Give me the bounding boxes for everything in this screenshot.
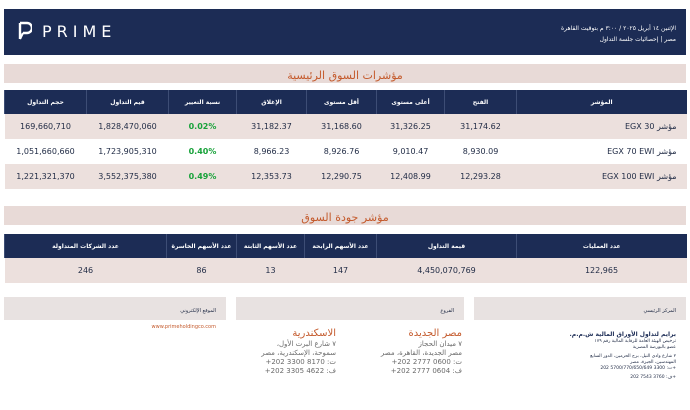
brand-name: PRIME [42,21,117,41]
alexandria-fax: ف: 4622 3305 202+ [264,367,336,375]
header-subtitle: مصر | إحصائيات جلسة التداول [599,36,676,43]
website-block [4,324,226,331]
low-value: 12,290.75 [307,164,377,189]
col-value: قيم التداول [87,90,169,114]
hq-fax: ف: 3760 7543 202+ [630,375,676,380]
traded-value: 1,828,470,060 [87,114,169,139]
indices-table [4,90,687,189]
hq-label-box: المركز الرئيسي [474,297,686,320]
index-name: مؤشر EGX 100 EWI [517,164,687,189]
heliopolis-phone: ت: 0600 2777 202+ [391,358,462,366]
prime-logo [18,21,116,41]
alexandria-city: الاسكندرية [292,328,336,339]
branch-alexandria [240,327,336,376]
alexandria-line-2: سموحة، الإسكندرية، مصر [261,349,336,357]
heliopolis-line-1: ٧ ميدان الحجاز [418,340,462,348]
change-value: 0.02% [169,114,237,139]
hq-address [474,331,676,381]
heliopolis-city: مصر الجديدة [408,328,462,339]
change-value: 0.40% [169,139,237,164]
col-volume: حجم التداول [5,90,87,114]
col-gainers: عدد الأسهم الرابحة [305,234,377,258]
unchanged-count: 13 [237,258,305,283]
open-value: 31,174.62 [445,114,517,139]
table-row [5,114,687,139]
alexandria-line-1: ٧ شارع البرت الأول، [276,340,336,348]
hq-line-1: ترخيص الهيئة العامة للرقابة المالية رقم ١٧٩ [594,339,676,344]
open-value: 8,930.09 [445,139,517,164]
heliopolis-fax: ف: 0604 2777 202+ [390,367,462,375]
quality-header-row [5,234,687,258]
report-header [4,9,686,55]
table-row [5,258,687,283]
branch-heliopolis [356,327,462,376]
high-value: 31,326.25 [377,114,445,139]
trades-count: 122,965 [517,258,687,283]
close-value: 31,182.37 [237,114,307,139]
website-label-box: الموقع الإلكتروني [4,297,226,320]
heliopolis-line-2: مصر الجديدة، القاهرة، مصر [380,349,462,357]
hq-company: برايم لتداول الأوراق المالية ش.م.م. [569,331,676,338]
header-date: الإثنين ١٤ أبريل ٢٠٢٥ / ٣:٠٠ م بتوقيت القاهرة [560,25,676,32]
traded-value: 3,552,375,380 [87,164,169,189]
alexandria-phone: ت: 8170 3300 202+ [265,358,336,366]
col-index: المؤشر [517,90,687,114]
col-high: أعلى مستوى [377,90,445,114]
hq-line-2: عضو بالبورصة المصرية [632,345,676,350]
table-row [5,164,687,189]
low-value: 8,926.76 [307,139,377,164]
col-trades: عدد العمليات [517,234,687,258]
traded-volume: 169,660,710 [5,114,87,139]
indices-section-title: مؤشرات السوق الرئيسية [4,64,686,83]
col-trade-value: قيمة التداول [377,234,517,258]
table-row [5,139,687,164]
index-name: مؤشر EGX 30 [517,114,687,139]
high-value: 9,010.47 [377,139,445,164]
branches-label-box: الفروع [236,297,464,320]
traded-value: 1,723,905,310 [87,139,169,164]
losers-count: 86 [167,258,237,283]
website-link[interactable]: www.primeholdingco.com [151,324,216,330]
traded-volume: 1,051,660,660 [5,139,87,164]
hq-line-3: ٢ شارع وادي النيل، برج الحرمين، الدور السابع [590,354,676,359]
gainers-count: 147 [305,258,377,283]
col-losers: عدد الأسهم الخاسرة [167,234,237,258]
low-value: 31,168.60 [307,114,377,139]
high-value: 12,408.99 [377,164,445,189]
hq-phone: ت: 3300 5700/770/650/649 202+ [600,366,676,371]
col-low: أقل مستوى [307,90,377,114]
col-change: نسبة التغيير [169,90,237,114]
open-value: 12,293.28 [445,164,517,189]
index-name: مؤشر EGX 70 EWI [517,139,687,164]
quality-table [4,234,687,283]
prime-logo-icon [18,21,32,41]
col-open: الفتح [445,90,517,114]
change-value: 0.49% [169,164,237,189]
header-date-block [561,23,676,45]
col-companies: عدد الشركات المتداولة [5,234,167,258]
indices-header-row [5,90,687,114]
col-unchanged: عدد الأسهم الثابتة [237,234,305,258]
quality-section-title: مؤشر جودة السوق [4,206,686,225]
companies-count: 246 [5,258,167,283]
trade-value: 4,450,070,769 [377,258,517,283]
close-value: 8,966.23 [237,139,307,164]
hq-line-4: المهندسين، الجيزة، مصر [630,360,676,365]
col-close: الإغلاق [237,90,307,114]
close-value: 12,353.73 [237,164,307,189]
traded-volume: 1,221,321,370 [5,164,87,189]
